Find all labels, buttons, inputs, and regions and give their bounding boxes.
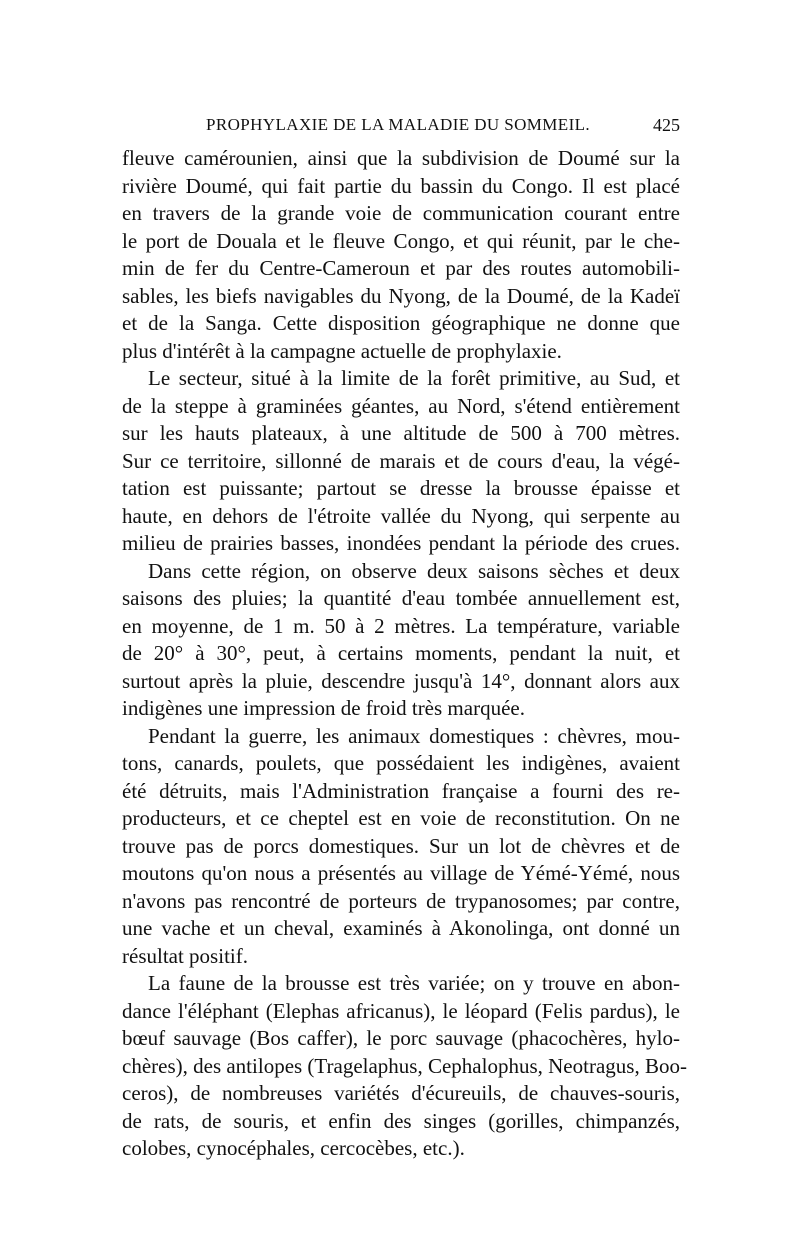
text-line: trouve pas de porcs domestiques. Sur un lot de chèvres et de <box>122 833 680 858</box>
text-line: rivière Doumé, qui fait partie du bassin du Congo. Il est placé <box>122 173 680 198</box>
text-line: tation est puissante; partout se dresse la brousse épaisse et <box>122 476 680 500</box>
text-line: de 20° à 30°, peut, à certains moments, pendant la nuit, et <box>122 641 680 665</box>
running-head <box>122 113 680 143</box>
text-line: fleuve camérounien, ainsi que la subdivision de Doumé sur la <box>122 146 680 170</box>
text-line: moutons qu'on nous a présentés au village de Yémé-Yémé, nous <box>122 861 680 885</box>
text-line: Le secteur, situé à la limite de la forêt primitive, au Sud, et <box>148 366 680 390</box>
text-line: le port de Douala et le fleuve Congo, et qui réunit, par le che- <box>122 228 680 253</box>
text-line: colobes, cynocéphales, cercocèbes, etc.). <box>122 1136 465 1160</box>
text-line: de la steppe à graminées géantes, au Nord, s'étend entièrement <box>122 393 680 418</box>
text-line: Sur ce territoire, sillonné de marais et de cours d'eau, la végé- <box>122 448 680 473</box>
text-line: indigènes une impression de froid très marquée. <box>122 696 525 720</box>
running-title: PROPHYLAXIE DE LA MALADIE DU SOMMEIL. <box>206 115 591 134</box>
text-line: haute, en dehors de l'étroite vallée du Nyong, qui serpente au <box>122 503 680 528</box>
text-line: Pendant la guerre, les animaux domestiques : chèvres, mou- <box>148 723 680 748</box>
text-line: saisons des pluies; la quantité d'eau tombée annuellement est, <box>122 586 680 610</box>
text-line: Dans cette région, on observe deux saisons sèches et deux <box>148 558 680 583</box>
text-line: de rats, de souris, et enfin des singes (gorilles, chimpanzés, <box>122 1108 680 1133</box>
text-line: tons, canards, poulets, que possédaient les indigènes, avaient <box>122 751 680 775</box>
text-line: La faune de la brousse est très variée; on y trouve en abon- <box>148 971 680 995</box>
text-line: plus d'intérêt à la campagne actuelle de prophylaxie. <box>122 338 562 363</box>
text-line: min de fer du Centre-Cameroun et par des routes automobili- <box>122 256 680 280</box>
text-line: sur les hauts plateaux, à une altitude de 500 à 700 mètres. <box>122 421 680 445</box>
text-line: en moyenne, de 1 m. 50 à 2 mètres. La température, variable <box>122 613 680 638</box>
text-line: en travers de la grande voie de communication courant entre <box>122 201 680 225</box>
text-line: ceros), de nombreuses variétés d'écureuils, de chauves-souris, <box>122 1081 680 1105</box>
text-line: une vache et un cheval, examinés à Akonolinga, ont donné un <box>122 916 680 940</box>
text-line: résultat positif. <box>122 943 248 968</box>
text-line: sables, les biefs navigables du Nyong, de la Doumé, de la Kadeï <box>122 283 680 308</box>
text-line: milieu de prairies basses, inondées pendant la période des crues. <box>122 531 680 555</box>
text-line: surtout après la pluie, descendre jusqu'à 14°, donnant alors aux <box>122 668 680 693</box>
text-line: chères), des antilopes (Tragelaphus, Cephalophus, Neotragus, Boo- <box>122 1053 687 1078</box>
body-text <box>122 145 687 1163</box>
text-line: dance l'éléphant (Elephas africanus), le léopard (Felis pardus), le <box>122 998 680 1023</box>
text-line: été détruits, mais l'Administration française a fourni des re- <box>122 778 680 803</box>
text-line: bœuf sauvage (Bos caffer), le porc sauvage (phacochères, hylo- <box>122 1026 680 1050</box>
text-line: producteurs, et ce cheptel est en voie de reconstitution. On ne <box>122 806 680 830</box>
text-line: et de la Sanga. Cette disposition géographique ne donne que <box>122 311 680 335</box>
text-line: n'avons pas rencontré de porteurs de trypanosomes; par contre, <box>122 888 680 913</box>
page-number: 425 <box>653 115 680 135</box>
